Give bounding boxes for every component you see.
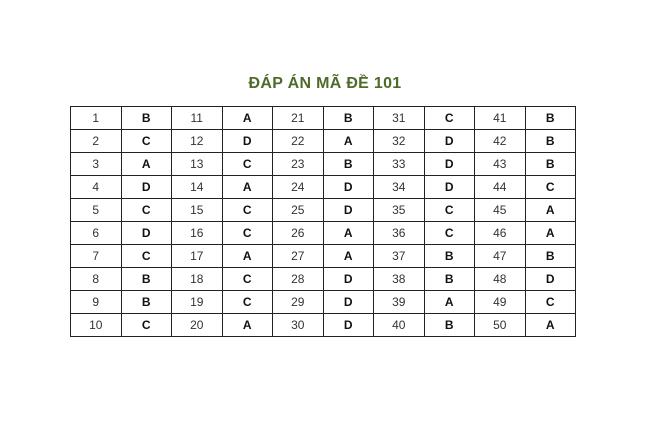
answer-letter: C xyxy=(222,268,273,291)
answer-letter: B xyxy=(525,245,576,268)
question-number: 22 xyxy=(273,130,324,153)
table-row xyxy=(71,153,576,176)
question-number: 18 xyxy=(172,268,223,291)
question-number: 1 xyxy=(71,107,122,130)
answer-letter: A xyxy=(222,107,273,130)
answer-letter: D xyxy=(323,268,374,291)
answer-letter: C xyxy=(424,199,475,222)
question-number: 34 xyxy=(374,176,425,199)
question-number: 42 xyxy=(475,130,526,153)
table-row xyxy=(71,291,576,314)
question-number: 15 xyxy=(172,199,223,222)
question-number: 31 xyxy=(374,107,425,130)
question-number: 23 xyxy=(273,153,324,176)
answer-letter: C xyxy=(121,245,172,268)
answer-letter: C xyxy=(222,153,273,176)
answer-letter: B xyxy=(121,107,172,130)
answer-letter: A xyxy=(525,222,576,245)
table-row xyxy=(71,199,576,222)
question-number: 44 xyxy=(475,176,526,199)
answer-letter: D xyxy=(323,291,374,314)
answer-letter: D xyxy=(525,268,576,291)
answer-letter: D xyxy=(424,130,475,153)
question-number: 27 xyxy=(273,245,324,268)
question-number: 3 xyxy=(71,153,122,176)
question-number: 14 xyxy=(172,176,223,199)
answer-letter: C xyxy=(222,291,273,314)
table-row xyxy=(71,130,576,153)
answer-letter: B xyxy=(323,107,374,130)
answer-letter: D xyxy=(121,222,172,245)
question-number: 26 xyxy=(273,222,324,245)
table-row xyxy=(71,245,576,268)
answer-letter: B xyxy=(121,291,172,314)
answer-letter: A xyxy=(323,222,374,245)
question-number: 30 xyxy=(273,314,324,337)
answer-letter: C xyxy=(525,291,576,314)
answer-letter: A xyxy=(222,245,273,268)
answer-letter: D xyxy=(121,176,172,199)
answer-letter: B xyxy=(424,314,475,337)
answer-letter: B xyxy=(525,107,576,130)
answer-letter: B xyxy=(424,245,475,268)
question-number: 12 xyxy=(172,130,223,153)
question-number: 41 xyxy=(475,107,526,130)
answer-letter: A xyxy=(121,153,172,176)
answer-letter: A xyxy=(222,314,273,337)
answer-letter: D xyxy=(222,130,273,153)
answer-letter: C xyxy=(121,314,172,337)
table-row xyxy=(71,176,576,199)
answer-letter: A xyxy=(323,245,374,268)
question-number: 50 xyxy=(475,314,526,337)
answer-letter: B xyxy=(323,153,374,176)
answer-letter: C xyxy=(424,222,475,245)
answer-letter: A xyxy=(525,314,576,337)
answer-letter: A xyxy=(323,130,374,153)
answer-letter: D xyxy=(323,199,374,222)
question-number: 9 xyxy=(71,291,122,314)
question-number: 7 xyxy=(71,245,122,268)
question-number: 43 xyxy=(475,153,526,176)
question-number: 46 xyxy=(475,222,526,245)
answer-letter: C xyxy=(222,199,273,222)
answer-letter: D xyxy=(323,314,374,337)
answer-letter: C xyxy=(424,107,475,130)
question-number: 5 xyxy=(71,199,122,222)
answer-letter: C xyxy=(525,176,576,199)
question-number: 39 xyxy=(374,291,425,314)
question-number: 10 xyxy=(71,314,122,337)
question-number: 33 xyxy=(374,153,425,176)
answer-letter: A xyxy=(424,291,475,314)
question-number: 38 xyxy=(374,268,425,291)
answer-letter: B xyxy=(121,268,172,291)
question-number: 16 xyxy=(172,222,223,245)
question-number: 4 xyxy=(71,176,122,199)
answer-key-table xyxy=(70,106,576,337)
table-row xyxy=(71,268,576,291)
question-number: 47 xyxy=(475,245,526,268)
question-number: 29 xyxy=(273,291,324,314)
question-number: 8 xyxy=(71,268,122,291)
question-number: 13 xyxy=(172,153,223,176)
question-number: 49 xyxy=(475,291,526,314)
answer-letter: B xyxy=(525,153,576,176)
question-number: 35 xyxy=(374,199,425,222)
question-number: 25 xyxy=(273,199,324,222)
question-number: 37 xyxy=(374,245,425,268)
table-row xyxy=(71,222,576,245)
question-number: 40 xyxy=(374,314,425,337)
answer-letter: C xyxy=(121,199,172,222)
page-title: ĐÁP ÁN MÃ ĐỀ 101 xyxy=(248,75,402,92)
question-number: 28 xyxy=(273,268,324,291)
answer-letter: A xyxy=(525,199,576,222)
answer-letter: D xyxy=(424,176,475,199)
answer-letter: A xyxy=(222,176,273,199)
question-number: 45 xyxy=(475,199,526,222)
answer-letter: B xyxy=(424,268,475,291)
question-number: 20 xyxy=(172,314,223,337)
question-number: 19 xyxy=(172,291,223,314)
question-number: 17 xyxy=(172,245,223,268)
question-number: 24 xyxy=(273,176,324,199)
answer-letter: B xyxy=(525,130,576,153)
question-number: 32 xyxy=(374,130,425,153)
question-number: 48 xyxy=(475,268,526,291)
table-row xyxy=(71,107,576,130)
answer-letter: D xyxy=(424,153,475,176)
question-number: 2 xyxy=(71,130,122,153)
answer-letter: D xyxy=(323,176,374,199)
table-row xyxy=(71,314,576,337)
question-number: 11 xyxy=(172,107,223,130)
answer-letter: C xyxy=(121,130,172,153)
question-number: 36 xyxy=(374,222,425,245)
answer-letter: C xyxy=(222,222,273,245)
question-number: 21 xyxy=(273,107,324,130)
question-number: 6 xyxy=(71,222,122,245)
